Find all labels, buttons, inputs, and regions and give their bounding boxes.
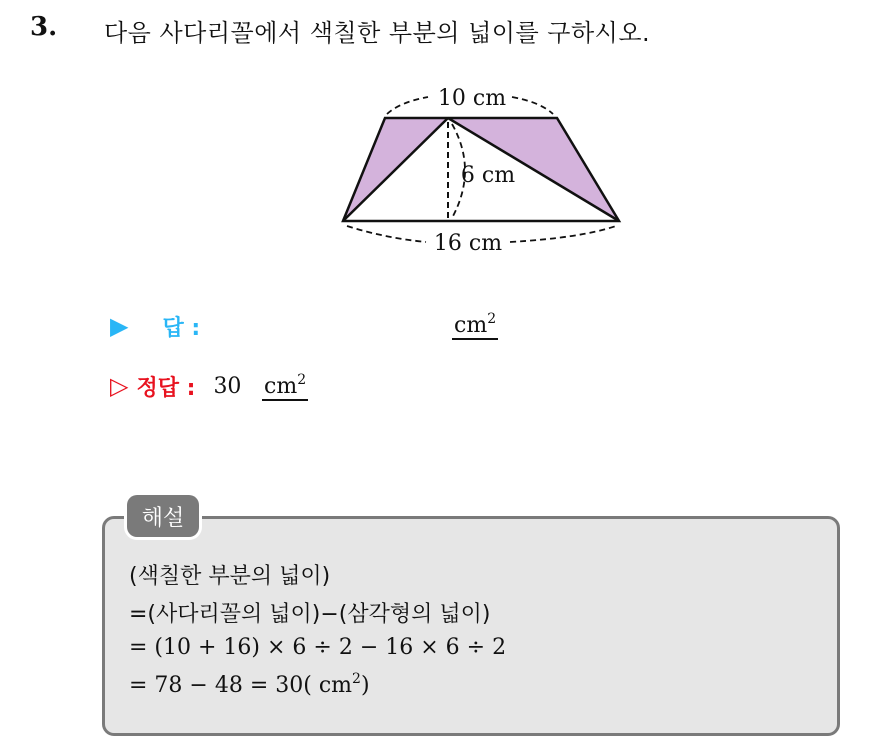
correct-marker-icon: ▷ xyxy=(110,371,129,400)
correct-answer-row xyxy=(110,369,241,403)
solution-box xyxy=(102,516,840,736)
bottom-brace-left xyxy=(347,226,426,242)
top-brace-left xyxy=(387,97,428,114)
question-text: 다음 사다리꼴에서 색칠한 부분의 넓이를 구하시오. xyxy=(104,19,651,47)
correct-label: 정답 : xyxy=(136,375,196,401)
answer-unit: cm xyxy=(454,313,488,338)
correct-value: 30 xyxy=(213,373,242,399)
answer-row xyxy=(110,309,200,343)
solution-line-4-power: 2 xyxy=(352,671,361,687)
solution-line-3: = (10 + 16) × 6 ÷ 2 − 16 × 6 ÷ 2 xyxy=(129,635,507,660)
height-label: 6 cm xyxy=(460,163,516,188)
correct-unit-box xyxy=(262,372,308,401)
solution-badge: 해설 xyxy=(127,495,199,537)
trapezoid-figure xyxy=(300,78,640,268)
top-length-label: 10 cm xyxy=(437,86,507,111)
solution-line-4 xyxy=(129,673,370,698)
answer-unit-power: 2 xyxy=(487,311,497,327)
solution-line-2: =(사다리꼴의 넓이)−(삼각형의 넓이) xyxy=(129,602,491,627)
bottom-brace-right xyxy=(510,226,616,242)
answer-blank[interactable] xyxy=(452,311,498,340)
solution-line-4-close: ) xyxy=(360,673,370,698)
top-brace-right xyxy=(512,97,553,114)
question-number: 3. xyxy=(30,12,58,42)
answer-label: 답 : xyxy=(162,315,201,341)
solution-line-1: (색칠한 부분의 넓이) xyxy=(129,564,331,589)
bottom-length-label: 16 cm xyxy=(433,231,503,256)
solution-line-4-main: = 78 − 48 = 30( cm xyxy=(129,673,353,698)
correct-unit-power: 2 xyxy=(297,372,307,388)
answer-marker-icon: ▶ xyxy=(110,312,129,340)
correct-unit: cm xyxy=(264,374,298,399)
